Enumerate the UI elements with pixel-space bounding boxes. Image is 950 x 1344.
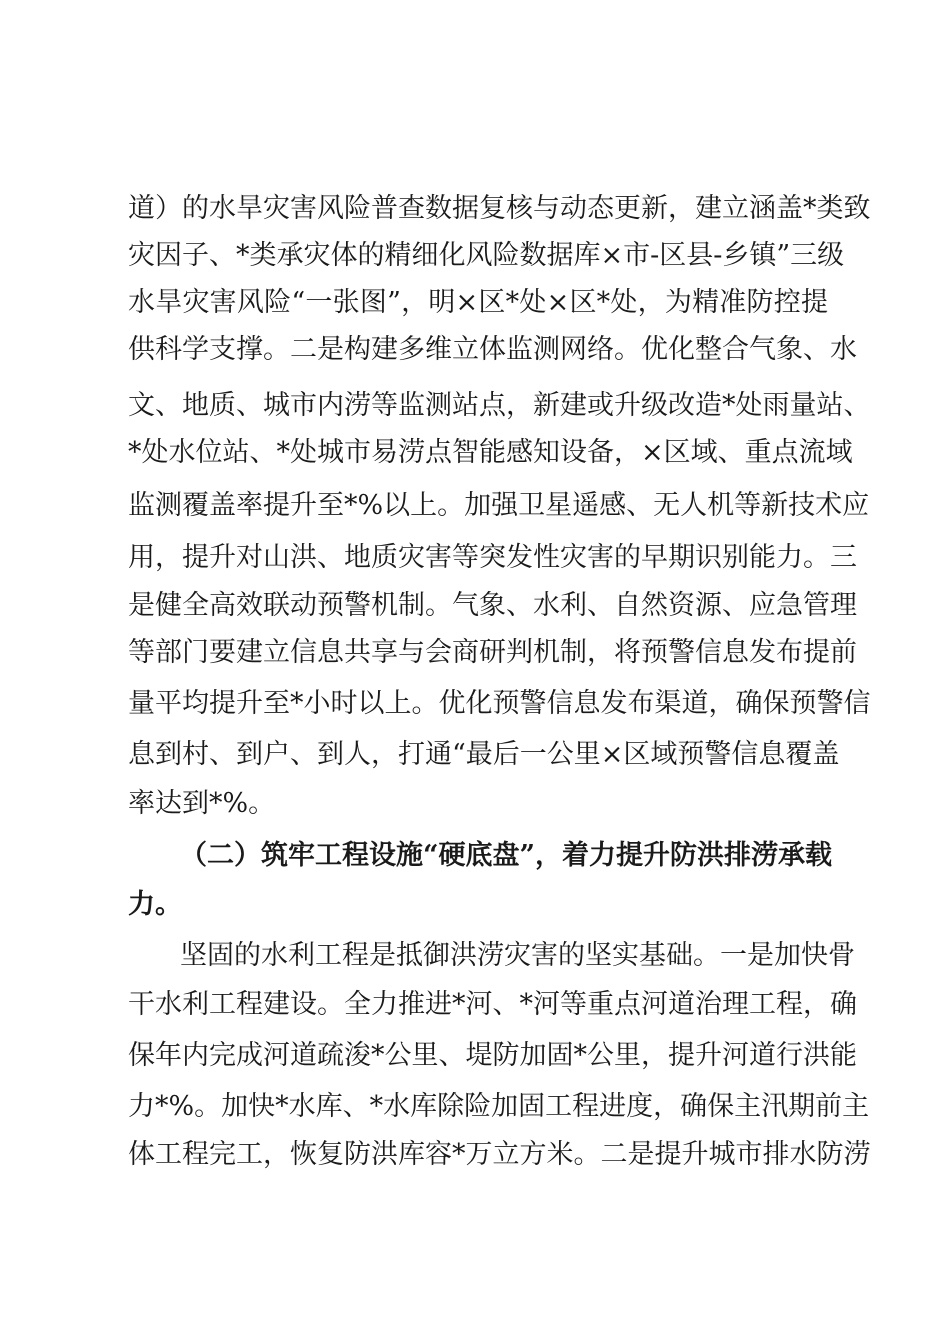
- body-text-line: 量平均提升至*小时以上。优化预警信息发布渠道，确保预警信: [128, 688, 871, 719]
- body-text-line: 用，提升对山洪、地质灾害等突发性灾害的早期识别能力。三: [128, 542, 857, 573]
- section-heading: （二）筑牢工程设施“硬底盘”，着力提升防洪排涝承载: [180, 840, 833, 871]
- body-text-line: 坚固的水利工程是抵御洪涝灾害的坚实基础。一是加快骨: [180, 940, 855, 971]
- body-text-line: 是健全高效联动预警机制。气象、水利、自然资源、应急管理: [128, 590, 857, 621]
- body-text-line: 息到村、到户、到人，打通“最后一公里×区域预警信息覆盖: [128, 739, 840, 770]
- body-text-line: 监测覆盖率提升至*%以上。加强卫星遥感、无人机等新技术应: [128, 490, 870, 521]
- body-text-line: 体工程完工，恢复防洪库容*万立方米。二是提升城市排水防涝: [128, 1139, 871, 1170]
- body-text-line: 保年内完成河道疏浚*公里、堤防加固*公里，提升河道行洪能: [128, 1040, 857, 1071]
- body-text-line: 灾因子、*类承灾体的精细化风险数据库×市-区县-乡镇”三级: [128, 240, 845, 271]
- body-text-line: 道）的水旱灾害风险普查数据复核与动态更新，建立涵盖*类致: [128, 193, 871, 224]
- body-text-line: 力*%。加快*水库、*水库除险加固工程进度，确保主汛期前主: [128, 1091, 870, 1122]
- body-text-line: 率达到*%。: [128, 788, 276, 819]
- body-text-line: 水旱灾害风险“一张图”，明×区*处×区*处，为精准防控提: [128, 287, 828, 318]
- body-text-line: *处水位站、*处城市易涝点智能感知设备，×区域、重点流域: [128, 437, 853, 468]
- body-text-line: 等部门要建立信息共享与会商研判机制，将预警信息发布提前: [128, 637, 857, 668]
- body-text-line: 文、地质、城市内涝等监测站点，新建或升级改造*处雨量站、: [128, 390, 871, 421]
- body-text-line: 供科学支撑。二是构建多维立体监测网络。优化整合气象、水: [128, 334, 857, 365]
- section-heading: 力。: [128, 889, 182, 920]
- body-text-line: 干水利工程建设。全力推进*河、*河等重点河道治理工程，确: [128, 989, 857, 1020]
